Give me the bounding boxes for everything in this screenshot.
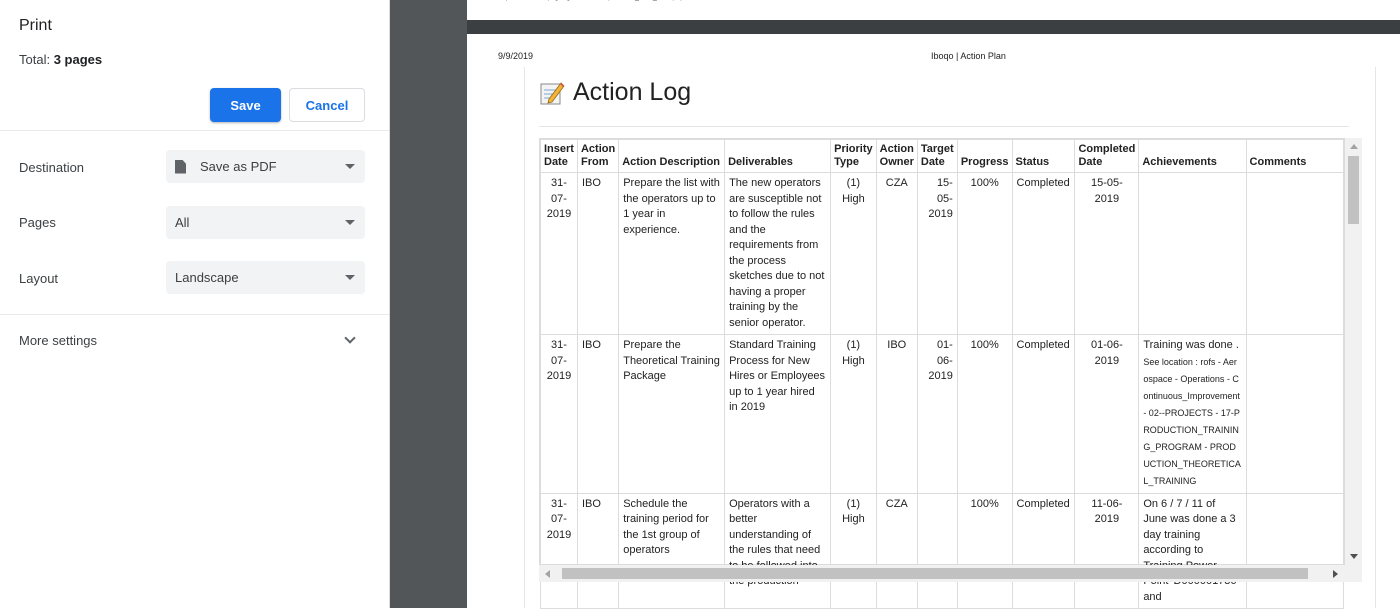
preview-page <box>467 34 1400 608</box>
column-header: Status <box>1012 140 1075 173</box>
destination-label: Destination <box>19 160 85 175</box>
action-from-cell: IBO <box>577 335 618 494</box>
divider <box>0 314 389 315</box>
destination-select[interactable] <box>166 150 365 183</box>
vertical-scrollbar[interactable] <box>1345 138 1362 565</box>
deliverables-cell: The new operators are susceptible not to follow the rules and the requirements from the process sketches due to not having a proper training by the senior operator. <box>725 173 831 335</box>
chevron-down-icon[interactable] <box>344 332 355 343</box>
scroll-up-arrow-icon[interactable] <box>1350 144 1358 149</box>
table-row <box>541 173 1344 335</box>
notepad-pencil-icon <box>539 80 565 106</box>
completed-date-cell: 11-06-2019 <box>1075 493 1139 609</box>
target-date-cell: 01-06-2019 <box>917 335 957 494</box>
table-row <box>541 335 1344 494</box>
column-header: Comments <box>1246 140 1343 173</box>
page-date: 9/9/2019 <box>498 51 534 61</box>
total-label: Total: <box>19 52 51 67</box>
column-header: Target Date <box>917 140 957 173</box>
column-header: Action Owner <box>876 140 917 173</box>
content-border <box>524 67 525 608</box>
save-button[interactable]: Save <box>210 88 281 122</box>
completed-date-cell: 15-05-2019 <box>1075 173 1139 335</box>
priority-cell: (1) High <box>831 335 877 494</box>
owner-cell: CZA <box>876 493 917 609</box>
action-log-table <box>539 138 1345 603</box>
print-preview <box>390 0 1400 608</box>
column-header: Progress <box>957 140 1012 173</box>
target-date-cell <box>917 493 957 609</box>
content-border <box>1375 67 1376 608</box>
owner-cell: IBO <box>876 335 917 494</box>
comments-cell <box>1246 173 1343 335</box>
description-cell: Schedule the training period for the 1st group of operators <box>619 493 725 609</box>
destination-value: Save as PDF <box>200 159 277 174</box>
progress-cell: 100% <box>957 173 1012 335</box>
status-cell: Completed <box>1012 493 1075 609</box>
description-cell: Prepare the Theoretical Training Package <box>619 335 725 494</box>
scroll-down-arrow-icon[interactable] <box>1350 554 1358 559</box>
scrollbar-thumb[interactable] <box>562 568 1308 579</box>
comments-cell <box>1246 335 1343 494</box>
insert-date-cell: 31-07-2019 <box>541 493 578 609</box>
layout-label: Layout <box>19 271 59 286</box>
priority-cell: (1) High <box>831 493 877 609</box>
achievements-cell <box>1139 173 1246 335</box>
action-from-cell: IBO <box>577 493 618 609</box>
page-header-title: Iboqo | Action Plan <box>931 51 1006 61</box>
action-from-cell: IBO <box>577 173 618 335</box>
chevron-down-icon <box>345 275 355 280</box>
priority-cell: (1) High <box>831 173 877 335</box>
target-date-cell: 15-05-2019 <box>917 173 957 335</box>
achievements-detail: See location : rofs - Aerospace - Operations - Continuous_Improvement - 02--PROJECTS - 17-PRODUCTION_TRAINING_PROGRAM - PRODUCTION_THEORETICAL_TRAINING <box>1143 356 1241 486</box>
achievements-main: Training was done . <box>1143 339 1239 351</box>
divider <box>0 130 389 131</box>
scrollbar-thumb[interactable] <box>1348 156 1359 224</box>
scroll-left-arrow-icon[interactable] <box>545 570 550 578</box>
achievements-cell <box>1139 493 1246 609</box>
column-header: Completed Date <box>1075 140 1139 173</box>
description-cell: Prepare the list with the operators up to 1 year in experience. <box>619 173 725 335</box>
column-header: Priority Type <box>831 140 877 173</box>
page-separator <box>467 20 1400 34</box>
achievements-cell <box>1139 335 1246 494</box>
print-title: Print <box>19 17 52 34</box>
column-header: Action Description <box>619 140 725 173</box>
achievements-main: On 6 / 7 / 11 of June was done a 3 day training according to and <box>1143 497 1236 603</box>
owner-cell: CZA <box>876 173 917 335</box>
pages-label: Pages <box>19 215 56 230</box>
table-header-row <box>541 140 1344 173</box>
column-header: Insert Date <box>541 140 578 173</box>
more-settings-toggle[interactable]: More settings <box>19 333 98 348</box>
pages-select[interactable] <box>166 206 365 239</box>
total-value: 3 pages <box>53 52 103 67</box>
print-settings-panel <box>0 0 390 608</box>
progress-cell: 100% <box>957 493 1012 609</box>
layout-select[interactable] <box>166 261 365 294</box>
status-cell: Completed <box>1012 173 1075 335</box>
pdf-file-icon <box>175 160 186 174</box>
horizontal-scrollbar[interactable] <box>539 565 1362 582</box>
page-url <box>498 0 684 1</box>
total-pages <box>19 52 102 67</box>
column-header: Achievements <box>1139 140 1246 173</box>
table-row <box>541 493 1344 609</box>
chevron-down-icon <box>345 164 355 169</box>
status-cell: Completed <box>1012 335 1075 494</box>
deliverables-cell: Operators with a better understanding of the rules that need <box>725 493 831 609</box>
progress-cell: 100% <box>957 335 1012 494</box>
insert-date-cell: 31-07-2019 <box>541 173 578 335</box>
insert-date-cell: 31-07-2019 <box>541 335 578 494</box>
column-header: Deliverables <box>725 140 831 173</box>
completed-date-cell: 01-06-2019 <box>1075 335 1139 494</box>
page-title: Action Log <box>573 78 692 106</box>
layout-value: Landscape <box>175 270 239 285</box>
scroll-right-arrow-icon[interactable] <box>1333 570 1338 578</box>
comments-cell <box>1246 493 1343 609</box>
chevron-down-icon <box>345 220 355 225</box>
column-header: Action From <box>577 140 618 173</box>
pages-value: All <box>175 215 190 230</box>
previous-page <box>467 0 1400 20</box>
divider <box>539 126 1349 127</box>
cancel-button[interactable]: Cancel <box>289 88 365 122</box>
deliverables-cell: Standard Training Process for New Hires or Employees up to 1 year hired in 2019 <box>725 335 831 494</box>
